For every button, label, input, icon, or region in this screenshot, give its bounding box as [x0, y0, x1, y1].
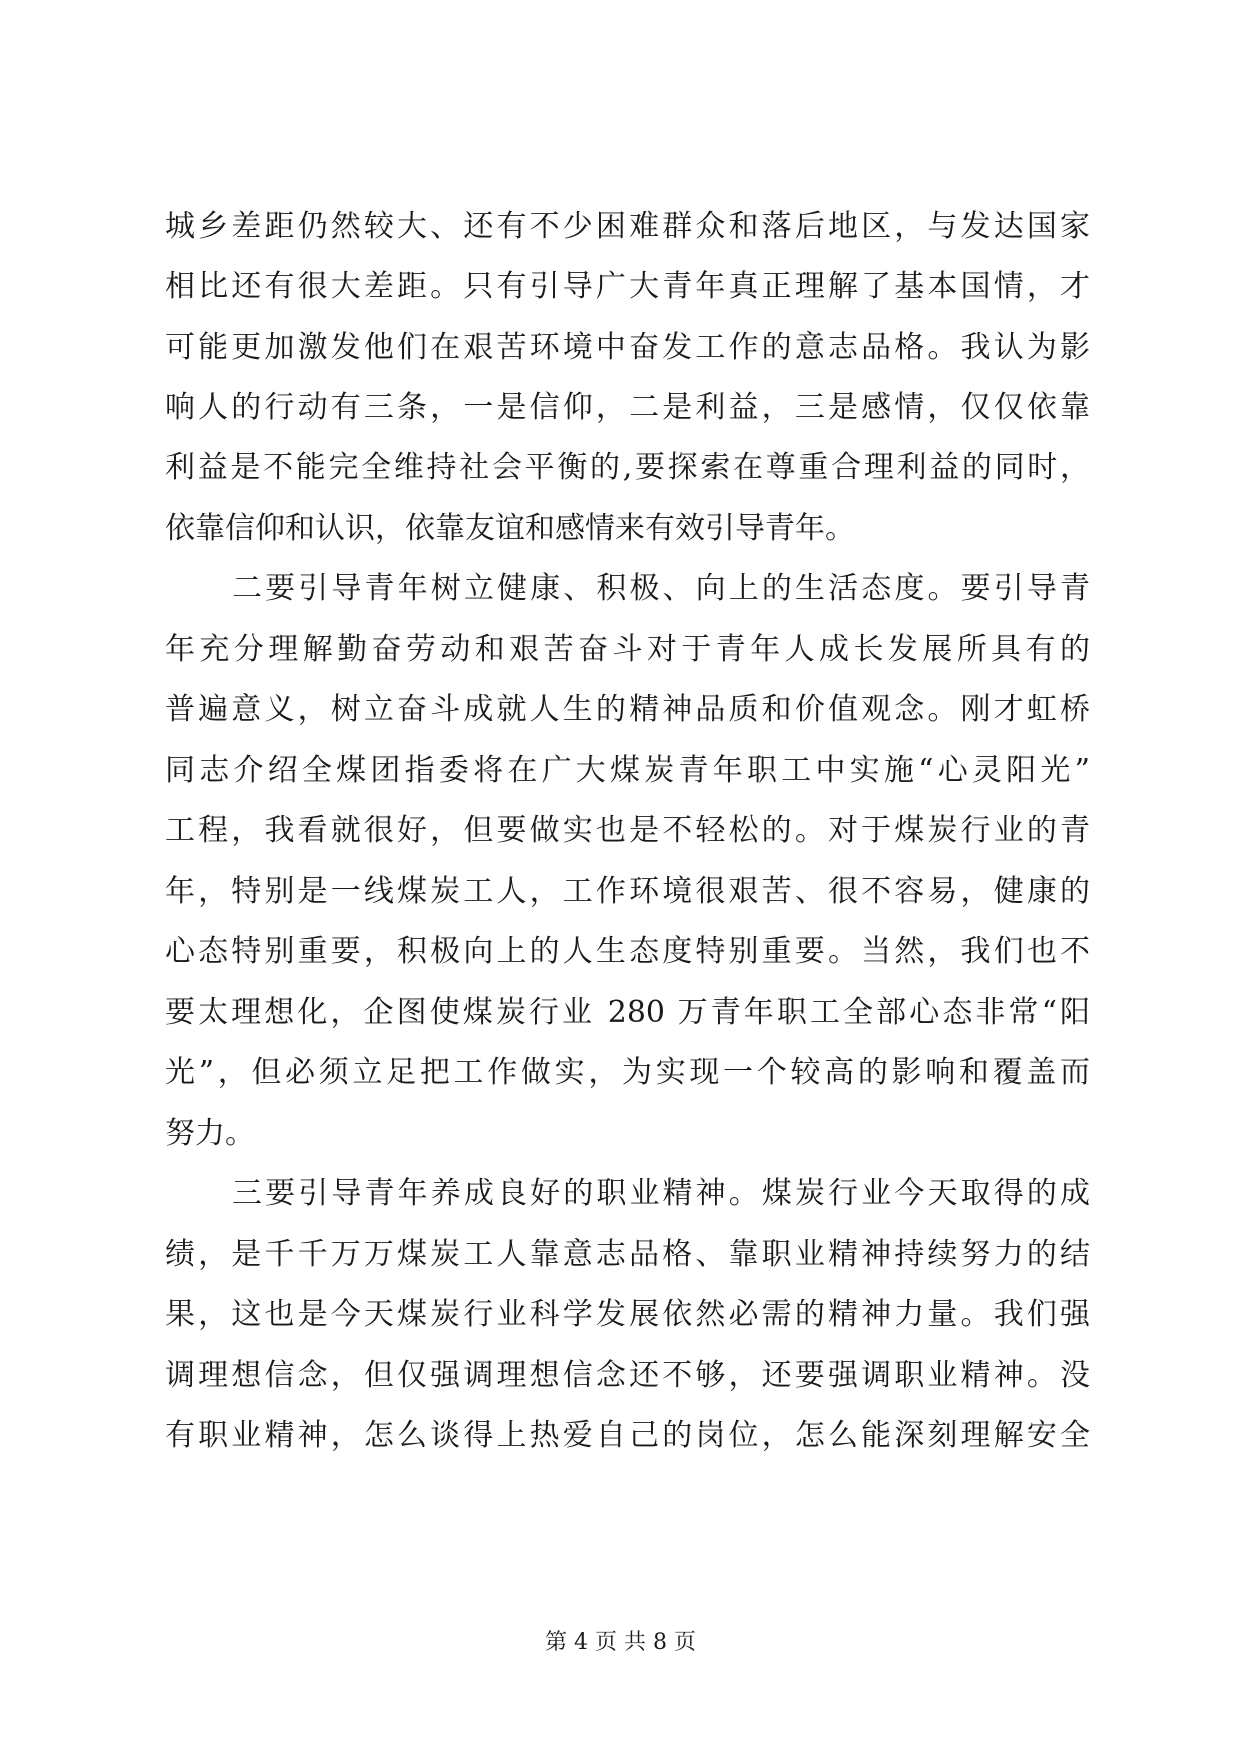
text-line: 利益是不能完全维持社会平衡的,要探索在尊重合理利益的同时， — [165, 450, 1090, 485]
text-line: 光”，但必须立足把工作做实，为实现一个较高的影响和覆盖而 — [165, 1055, 1090, 1090]
text-line: 可能更加激发他们在艰苦环境中奋发工作的意志品格。我认为影 — [165, 330, 1090, 365]
text-line: 果，这也是今天煤炭行业科学发展依然必需的精神力量。我们强 — [165, 1297, 1090, 1332]
text-line: 工程，我看就很好，但要做实也是不轻松的。对于煤炭行业的青 — [165, 813, 1090, 848]
text-line: 城乡差距仍然较大、还有不少困难群众和落后地区，与发达国家 — [165, 209, 1090, 244]
text-line: 调理想信念，但仅强调理想信念还不够，还要强调职业精神。没 — [165, 1358, 1090, 1393]
text-line: 有职业精神，怎么谈得上热爱自己的岗位，怎么能深刻理解安全 — [165, 1418, 1090, 1453]
text-line: 普遍意义，树立奋斗成就人生的精神品质和价值观念。刚才虹桥 — [165, 692, 1090, 727]
text-line: 努力。 — [165, 1116, 255, 1151]
text-line: 要太理想化，企图使煤炭行业 280 万青年职工全部心态非常“阳 — [165, 995, 1090, 1030]
text-line: 年充分理解勤奋劳动和艰苦奋斗对于青年人成长发展所具有的 — [165, 632, 1090, 667]
paragraph-first-line: 二要引导青年树立健康、积极、向上的生活态度。要引导青 — [232, 571, 1090, 606]
text-line: 年，特别是一线煤炭工人，工作环境很艰苦、很不容易，健康的 — [165, 874, 1090, 909]
text-line: 同志介绍全煤团指委将在广大煤炭青年职工中实施“心灵阳光” — [165, 753, 1090, 788]
text-line: 绩，是千千万万煤炭工人靠意志品格、靠职业精神持续努力的结 — [165, 1237, 1090, 1272]
text-line: 依靠信仰和认识，依靠友谊和感情来有效引导青年。 — [165, 511, 855, 546]
paragraph-first-line: 三要引导青年养成良好的职业精神。煤炭行业今天取得的成 — [232, 1176, 1090, 1211]
text-line: 相比还有很大差距。只有引导广大青年真正理解了基本国情，才 — [165, 269, 1090, 304]
page-number-footer: 第 4 页 共 8 页 — [545, 1630, 696, 1655]
text-line: 心态特别重要，积极向上的人生态度特别重要。当然，我们也不 — [165, 934, 1090, 969]
text-line: 响人的行动有三条，一是信仰，二是利益，三是感情，仅仅依靠 — [165, 390, 1090, 425]
